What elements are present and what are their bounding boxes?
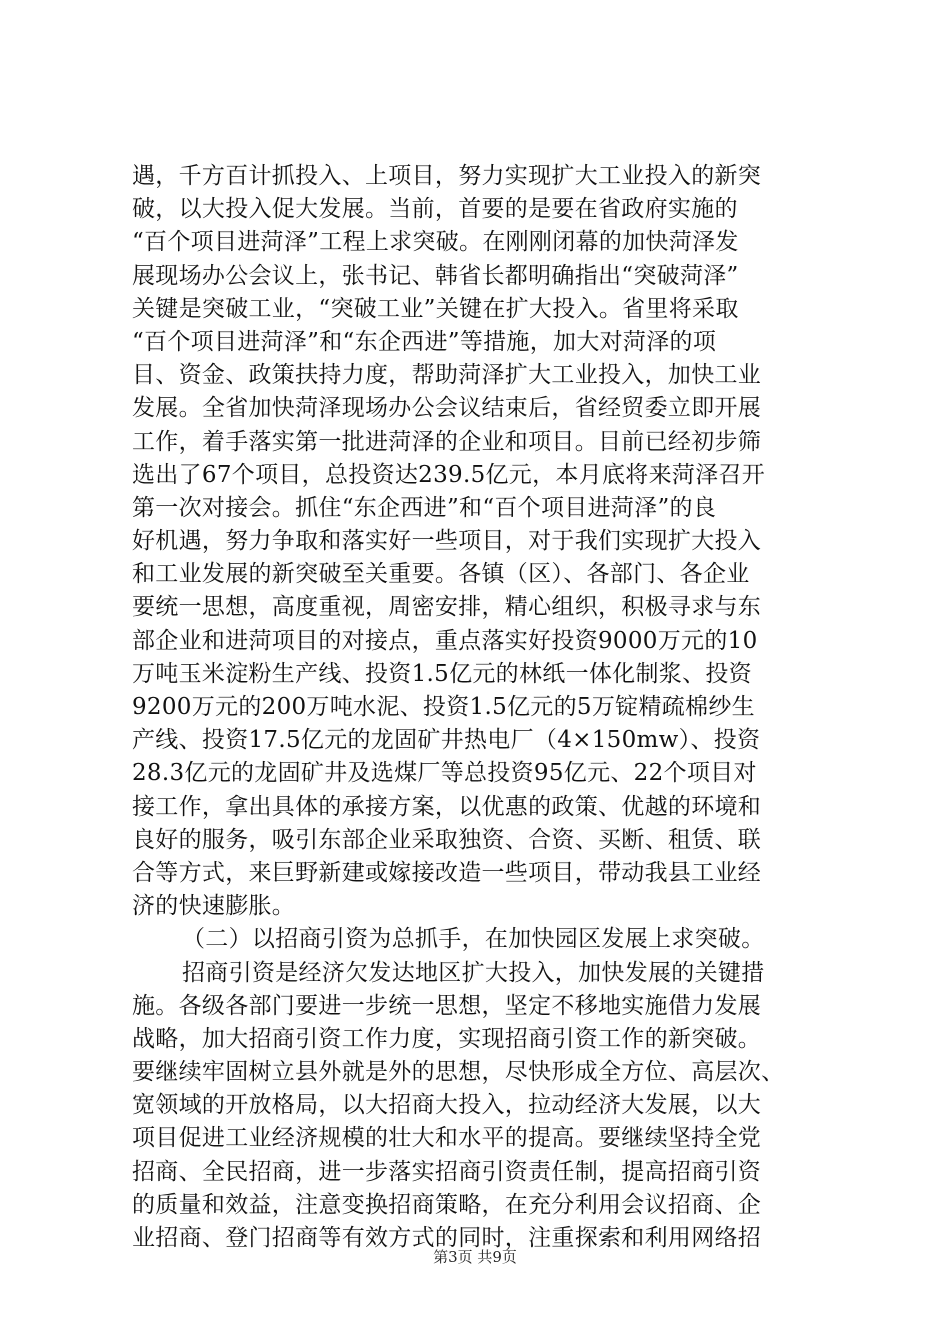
text-line: 工作，着手落实第一批进菏泽的企业和项目。目前已经初步筛 (132, 428, 762, 455)
text-line: 发展。全省加快菏泽现场办公会议结束后，省经贸委立即开展 (132, 395, 762, 422)
text-line: 和工业发展的新突破至关重要。各镇（区）、各部门、各企业 (132, 561, 750, 588)
text-line: 破，以大投入促大发展。当前，首要的是要在省政府实施的 (132, 196, 738, 223)
page-number-footer: 第3页 共9页 (433, 1248, 517, 1266)
text-line: 目、资金、政策扶持力度，帮助菏泽扩大工业投入，加快工业 (132, 362, 762, 389)
text-line: 万吨玉米淀粉生产线、投资1.5亿元的林纸一体化制浆、投资 (132, 660, 752, 687)
text-line: “百个项目进菏泽”和“东企西进”等措施，加大对菏泽的项 (132, 328, 717, 355)
text-line: 的质量和效益，注意变换招商策略，在充分利用会议招商、企 (132, 1191, 762, 1218)
text-line: 好机遇，努力争取和落实好一些项目，对于我们实现扩大投入 (132, 528, 762, 555)
text-line: 施。各级各部门要进一步统一思想，坚定不移地实施借力发展 (132, 992, 762, 1019)
text-line: 9200万元的200万吨水泥、投资1.5亿元的5万锭精疏棉纱生 (132, 694, 755, 720)
text-line: 要继续牢固树立县外就是外的思想，尽快形成全方位、高层次、 (132, 1059, 785, 1086)
paragraph-first-line: 招商引资是经济欠发达地区扩大投入，加快发展的关键措 (182, 959, 765, 986)
text-line: 选出了67个项目，总投资达239.5亿元，本月底将来菏泽召开 (132, 461, 766, 488)
text-line: 业招商、登门招商等有效方式的同时，注重探索和利用网络招 (132, 1225, 762, 1251)
text-line: 良好的服务，吸引东部企业采取独资、合资、买断、租赁、联 (132, 826, 762, 853)
text-line: 28.3亿元的龙固矿井及选煤厂等总投资95亿元、22个项目对 (132, 760, 757, 787)
text-line: 济的快速膨胀。 (132, 893, 296, 920)
text-line: 展现场办公会议上，张书记、韩省长都明确指出“突破菏泽” (132, 262, 739, 289)
text-line: 第一次对接会。抓住“东企西进”和“百个项目进菏泽”的良 (132, 494, 717, 521)
body-text (132, 160, 832, 1255)
text-line: 要统一思想，高度重视，周密安排，精心组织，积极寻求与东 (132, 594, 762, 621)
text-line: 产线、投资17.5亿元的龙固矿井热电厂（4×150mw）、投资 (132, 727, 761, 754)
text-line: 接工作，拿出具体的承接方案，以优惠的政策、优越的环境和 (132, 793, 762, 820)
text-line: 关键是突破工业，“突破工业”关键在扩大投入。省里将采取 (132, 295, 739, 322)
text-line: 遇，千方百计抓投入、上项目，努力实现扩大工业投入的新突 (132, 163, 762, 189)
section-heading: （二）以招商引资为总抓手，在加快园区发展上求突破。 (182, 926, 765, 953)
text-line: 宽领域的开放格局，以大招商大投入，拉动经济大发展，以大 (132, 1092, 762, 1119)
text-line: 项目促进工业经济规模的壮大和水平的提高。要继续坚持全党 (132, 1125, 762, 1152)
text-line: 部企业和进菏项目的对接点，重点落实好投资9000万元的10 (132, 627, 758, 654)
text-line: 合等方式，来巨野新建或嫁接改造一些项目，带动我县工业经 (132, 859, 762, 886)
text-line: “百个项目进菏泽”工程上求突破。在刚刚闭幕的加快菏泽发 (132, 229, 739, 256)
text-line: 战略，加大招商引资工作力度，实现招商引资工作的新突破。 (132, 1025, 762, 1052)
text-line: 招商、全民招商，进一步落实招商引资责任制，提高招商引资 (132, 1158, 762, 1185)
